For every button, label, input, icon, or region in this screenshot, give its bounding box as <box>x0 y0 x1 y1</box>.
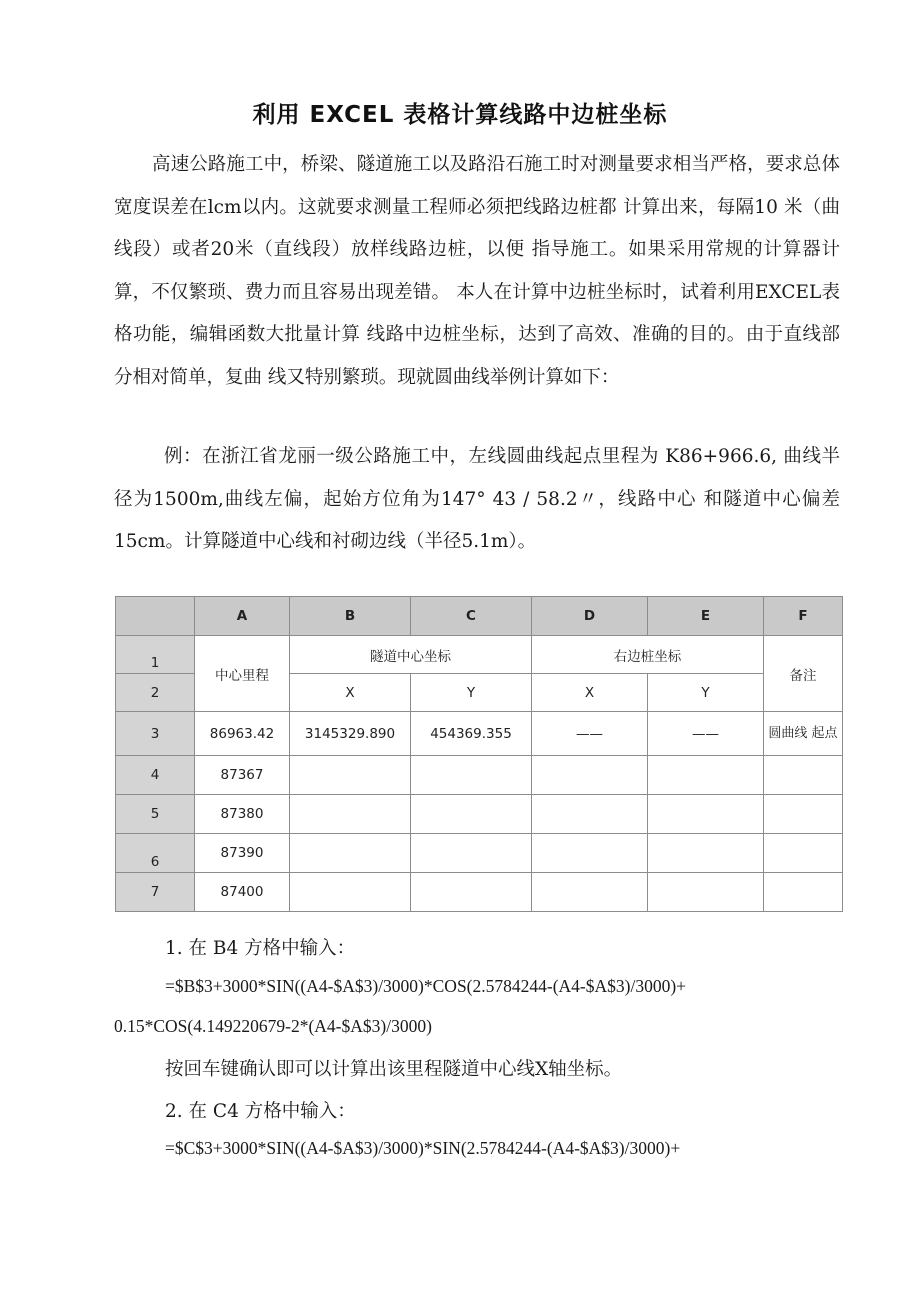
cell-b6[interactable] <box>290 834 411 873</box>
step-1-formula-line-1: =$B$3+3000*SIN((A4-$A$3)/3000)*COS(2.5784244-(A4-$A$3)/3000)+ <box>165 976 687 996</box>
example-paragraph: 例：在浙江省龙丽一级公路施工中，左线圆曲线起点里程为 K86+966.6, 曲线半径为1500m,曲线左偏，起始方位角为147° 43 / 58.2〃，线路中心 和隧道中心偏差15cm。计算隧道中心线和衬砌边线（半径5.1m）。 <box>114 446 840 552</box>
table-row <box>116 873 843 912</box>
row-header-2[interactable]: 2 <box>116 674 195 712</box>
row-header-3[interactable]: 3 <box>116 712 195 756</box>
cell-b7[interactable] <box>290 873 411 912</box>
cell-a7[interactable]: 87400 <box>195 873 290 912</box>
cell-c6[interactable] <box>411 834 532 873</box>
cell-d2[interactable]: X <box>532 674 648 712</box>
row-number: 1 <box>150 655 160 671</box>
cell-d7[interactable] <box>532 873 648 912</box>
table-row <box>116 636 843 674</box>
row-header-6[interactable] <box>116 834 195 873</box>
cell-center-mileage-header[interactable]: 中心里程 <box>195 636 290 712</box>
cell-c7[interactable] <box>411 873 532 912</box>
column-header-row <box>116 597 843 636</box>
table-row <box>116 795 843 834</box>
cell-b2[interactable]: X <box>290 674 411 712</box>
row-header-7[interactable]: 7 <box>116 873 195 912</box>
row-number: 6 <box>150 854 160 870</box>
step-1-label: 1. 在 B4 方格中输入： <box>165 938 356 959</box>
cell-d4[interactable] <box>532 756 648 795</box>
cell-e2[interactable]: Y <box>648 674 764 712</box>
cell-a3[interactable]: 86963.42 <box>195 712 290 756</box>
cell-f4[interactable] <box>764 756 843 795</box>
spreadsheet-table <box>115 596 843 912</box>
cell-e6[interactable] <box>648 834 764 873</box>
cell-tunnel-center-header[interactable]: 隧道中心坐标 <box>290 636 532 674</box>
cell-c3[interactable]: 454369.355 <box>411 712 532 756</box>
intro-paragraph: 高速公路施工中，桥梁、隧道施工以及路沿石施工时对测量要求相当严格，要求总体宽度误差在lcm以内。这就要求测量工程师必须把线路边桩都 计算出来，每隔10 米（曲线段）或者20米（直线段）放样线路边桩，以便 指导施工。如果采用常规的计算器计算，不仅繁琐、费力而且容易出现差错。 本人在计算中边桩坐标时，试着利用EXCEL表格功能，编辑函数大批量计算 线路中边桩坐标，达到了高效、准确的目的。由于直线部分相对简单，复曲 线又特别繁琐。现就圆曲线举例计算如下： <box>114 154 840 388</box>
cell-c4[interactable] <box>411 756 532 795</box>
cell-f6[interactable] <box>764 834 843 873</box>
column-header-c[interactable]: C <box>411 597 532 636</box>
cell-a6[interactable]: 87390 <box>195 834 290 873</box>
step-1-formula-line-2: 0.15*COS(4.149220679-2*(A4-$A$3)/3000) <box>114 1016 432 1036</box>
table-row <box>116 834 843 873</box>
cell-e7[interactable] <box>648 873 764 912</box>
cell-a5[interactable]: 87380 <box>195 795 290 834</box>
cell-d3[interactable]: —— <box>532 712 648 756</box>
cell-c2[interactable]: Y <box>411 674 532 712</box>
table-row <box>116 756 843 795</box>
cell-e5[interactable] <box>648 795 764 834</box>
cell-f5[interactable] <box>764 795 843 834</box>
row-header-4[interactable]: 4 <box>116 756 195 795</box>
document-title: 利用 EXCEL 表格计算线路中边桩坐标 <box>252 102 668 128</box>
cell-d5[interactable] <box>532 795 648 834</box>
row-header-5[interactable]: 5 <box>116 795 195 834</box>
column-header-a[interactable]: A <box>195 597 290 636</box>
cell-d6[interactable] <box>532 834 648 873</box>
cell-f3[interactable]: 圆曲线 起点 <box>764 712 843 756</box>
cell-b3[interactable]: 3145329.890 <box>290 712 411 756</box>
cell-right-side-header[interactable]: 右边桩坐标 <box>532 636 764 674</box>
step-2-formula-line-1: =$C$3+3000*SIN((A4-$A$3)/3000)*SIN(2.5784244-(A4-$A$3)/3000)+ <box>165 1138 681 1158</box>
cell-a4[interactable]: 87367 <box>195 756 290 795</box>
table-row <box>116 712 843 756</box>
step-1-note: 按回车键确认即可以计算出该里程隧道中心线X轴坐标。 <box>165 1059 623 1080</box>
column-header-e[interactable]: E <box>648 597 764 636</box>
corner-cell[interactable] <box>116 597 195 636</box>
cell-f7[interactable] <box>764 873 843 912</box>
cell-c5[interactable] <box>411 795 532 834</box>
row-header-1[interactable] <box>116 636 195 674</box>
column-header-d[interactable]: D <box>532 597 648 636</box>
column-header-b[interactable]: B <box>290 597 411 636</box>
cell-remarks-header[interactable]: 备注 <box>764 636 843 712</box>
cell-e4[interactable] <box>648 756 764 795</box>
cell-e3[interactable]: —— <box>648 712 764 756</box>
step-2-label: 2. 在 C4 方格中输入： <box>165 1101 356 1122</box>
cell-b5[interactable] <box>290 795 411 834</box>
cell-b4[interactable] <box>290 756 411 795</box>
column-header-f[interactable]: F <box>764 597 843 636</box>
